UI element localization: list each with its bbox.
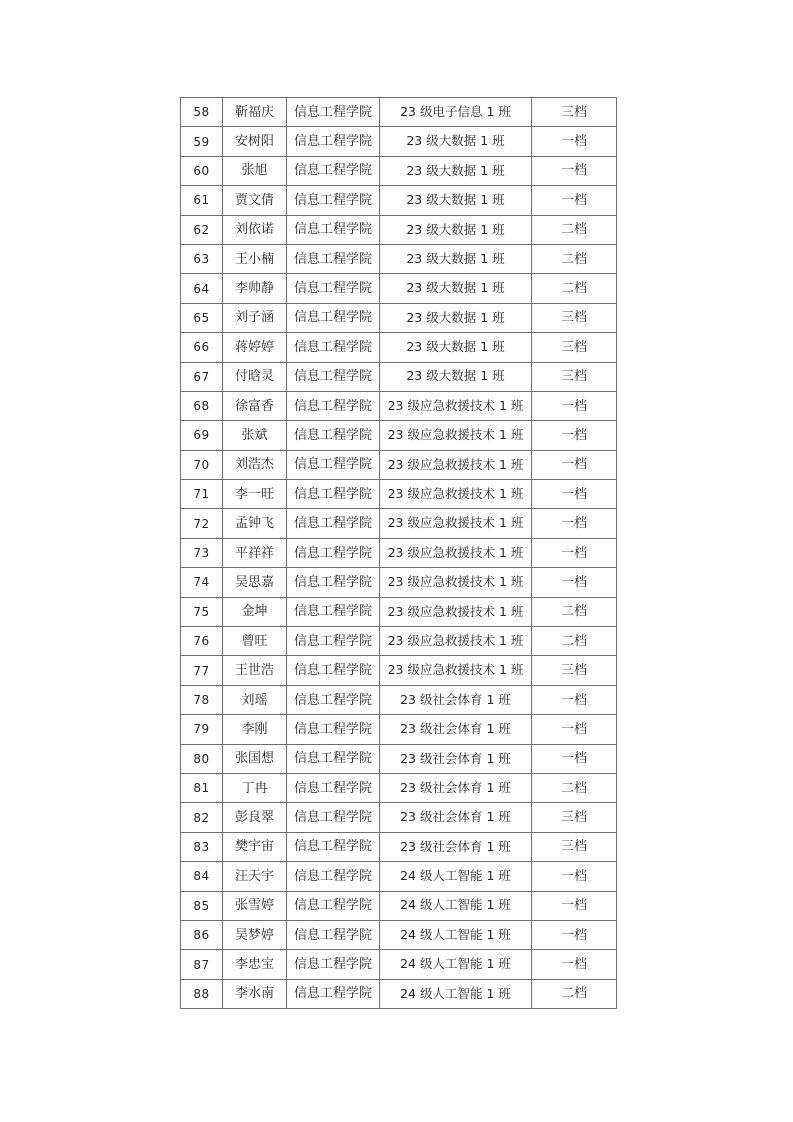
- cell-row-number: 80: [181, 744, 223, 773]
- cell-tier: 一档: [532, 685, 617, 714]
- cell-college: 信息工程学院: [287, 744, 380, 773]
- cell-college: 信息工程学院: [287, 509, 380, 538]
- cell-student-name: 贾文倩: [223, 186, 287, 215]
- cell-class: 23 级大数据 1 班: [380, 362, 532, 391]
- cell-tier: 一档: [532, 421, 617, 450]
- cell-row-number: 59: [181, 127, 223, 156]
- cell-tier: 一档: [532, 450, 617, 479]
- cell-row-number: 58: [181, 98, 223, 127]
- cell-row-number: 85: [181, 891, 223, 920]
- cell-class: 23 级大数据 1 班: [380, 127, 532, 156]
- cell-row-number: 73: [181, 538, 223, 567]
- cell-college: 信息工程学院: [287, 627, 380, 656]
- cell-college: 信息工程学院: [287, 891, 380, 920]
- cell-row-number: 68: [181, 391, 223, 420]
- cell-class: 23 级大数据 1 班: [380, 156, 532, 185]
- cell-tier: 二档: [532, 773, 617, 802]
- cell-class: 24 级人工智能 1 班: [380, 950, 532, 979]
- cell-tier: 二档: [532, 627, 617, 656]
- cell-tier: 二档: [532, 244, 617, 273]
- cell-row-number: 83: [181, 832, 223, 861]
- cell-class: 23 级应急救援技术 1 班: [380, 597, 532, 626]
- cell-tier: 一档: [532, 480, 617, 509]
- cell-student-name: 李刚: [223, 715, 287, 744]
- cell-class: 23 级大数据 1 班: [380, 274, 532, 303]
- table-row: [181, 156, 617, 185]
- cell-college: 信息工程学院: [287, 98, 380, 127]
- cell-student-name: 汪天宇: [223, 862, 287, 891]
- cell-class: 23 级社会体育 1 班: [380, 744, 532, 773]
- cell-tier: 一档: [532, 127, 617, 156]
- cell-student-name: 平祥祥: [223, 538, 287, 567]
- table-row: [181, 215, 617, 244]
- cell-college: 信息工程学院: [287, 950, 380, 979]
- cell-college: 信息工程学院: [287, 803, 380, 832]
- table-row: [181, 480, 617, 509]
- cell-tier: 一档: [532, 744, 617, 773]
- cell-student-name: 李一旺: [223, 480, 287, 509]
- cell-student-name: 张国想: [223, 744, 287, 773]
- table-row: [181, 656, 617, 685]
- cell-row-number: 67: [181, 362, 223, 391]
- cell-student-name: 彭良翠: [223, 803, 287, 832]
- table-row: [181, 950, 617, 979]
- cell-class: 24 级人工智能 1 班: [380, 862, 532, 891]
- cell-college: 信息工程学院: [287, 568, 380, 597]
- cell-student-name: 蒋婷婷: [223, 333, 287, 362]
- table-row: [181, 450, 617, 479]
- cell-student-name: 王世浩: [223, 656, 287, 685]
- table-row: [181, 362, 617, 391]
- cell-student-name: 张斌: [223, 421, 287, 450]
- cell-college: 信息工程学院: [287, 685, 380, 714]
- cell-row-number: 78: [181, 685, 223, 714]
- table-row: [181, 715, 617, 744]
- cell-row-number: 87: [181, 950, 223, 979]
- cell-college: 信息工程学院: [287, 920, 380, 949]
- table-row: [181, 186, 617, 215]
- table-row: [181, 568, 617, 597]
- cell-college: 信息工程学院: [287, 244, 380, 273]
- cell-college: 信息工程学院: [287, 715, 380, 744]
- table-row: [181, 274, 617, 303]
- table-row: [181, 421, 617, 450]
- table-row: [181, 832, 617, 861]
- cell-student-name: 张旭: [223, 156, 287, 185]
- cell-class: 23 级应急救援技术 1 班: [380, 391, 532, 420]
- cell-class: 23 级社会体育 1 班: [380, 773, 532, 802]
- cell-tier: 一档: [532, 186, 617, 215]
- cell-row-number: 77: [181, 656, 223, 685]
- cell-row-number: 60: [181, 156, 223, 185]
- cell-student-name: 李帅静: [223, 274, 287, 303]
- table-row: [181, 333, 617, 362]
- cell-row-number: 79: [181, 715, 223, 744]
- cell-class: 23 级社会体育 1 班: [380, 685, 532, 714]
- cell-class: 23 级电子信息 1 班: [380, 98, 532, 127]
- cell-student-name: 丁冉: [223, 773, 287, 802]
- cell-student-name: 金坤: [223, 597, 287, 626]
- cell-row-number: 65: [181, 303, 223, 332]
- cell-row-number: 64: [181, 274, 223, 303]
- cell-student-name: 刘瑶: [223, 685, 287, 714]
- cell-college: 信息工程学院: [287, 450, 380, 479]
- cell-row-number: 88: [181, 979, 223, 1008]
- cell-row-number: 86: [181, 920, 223, 949]
- cell-student-name: 吴思嘉: [223, 568, 287, 597]
- cell-student-name: 刘子涵: [223, 303, 287, 332]
- cell-class: 23 级应急救援技术 1 班: [380, 656, 532, 685]
- cell-class: 23 级应急救援技术 1 班: [380, 450, 532, 479]
- cell-student-name: 徐富香: [223, 391, 287, 420]
- table-row: [181, 244, 617, 273]
- cell-row-number: 62: [181, 215, 223, 244]
- cell-tier: 二档: [532, 979, 617, 1008]
- cell-tier: 一档: [532, 891, 617, 920]
- cell-college: 信息工程学院: [287, 186, 380, 215]
- cell-student-name: 安树阳: [223, 127, 287, 156]
- cell-college: 信息工程学院: [287, 303, 380, 332]
- table-row: [181, 920, 617, 949]
- table-row: [181, 391, 617, 420]
- cell-student-name: 樊宇宙: [223, 832, 287, 861]
- cell-college: 信息工程学院: [287, 391, 380, 420]
- cell-tier: 三档: [532, 303, 617, 332]
- table-row: [181, 891, 617, 920]
- cell-row-number: 84: [181, 862, 223, 891]
- cell-tier: 一档: [532, 920, 617, 949]
- cell-class: 23 级应急救援技术 1 班: [380, 627, 532, 656]
- table-row: [181, 979, 617, 1008]
- cell-student-name: 孟钟飞: [223, 509, 287, 538]
- cell-tier: 一档: [532, 538, 617, 567]
- table-row: [181, 744, 617, 773]
- cell-class: 23 级应急救援技术 1 班: [380, 480, 532, 509]
- cell-college: 信息工程学院: [287, 656, 380, 685]
- cell-tier: 一档: [532, 156, 617, 185]
- cell-class: 24 级人工智能 1 班: [380, 979, 532, 1008]
- cell-student-name: 付晗灵: [223, 362, 287, 391]
- cell-row-number: 82: [181, 803, 223, 832]
- table-row: [181, 627, 617, 656]
- cell-tier: 二档: [532, 274, 617, 303]
- cell-tier: 二档: [532, 597, 617, 626]
- table-row: [181, 803, 617, 832]
- cell-tier: 三档: [532, 333, 617, 362]
- cell-class: 23 级大数据 1 班: [380, 333, 532, 362]
- cell-college: 信息工程学院: [287, 215, 380, 244]
- cell-row-number: 66: [181, 333, 223, 362]
- table-row: [181, 127, 617, 156]
- cell-row-number: 71: [181, 480, 223, 509]
- cell-college: 信息工程学院: [287, 832, 380, 861]
- cell-class: 23 级大数据 1 班: [380, 186, 532, 215]
- cell-class: 23 级应急救援技术 1 班: [380, 421, 532, 450]
- table-row: [181, 538, 617, 567]
- cell-tier: 一档: [532, 715, 617, 744]
- cell-college: 信息工程学院: [287, 421, 380, 450]
- table-row: [181, 685, 617, 714]
- cell-tier: 一档: [532, 509, 617, 538]
- cell-tier: 三档: [532, 98, 617, 127]
- cell-college: 信息工程学院: [287, 362, 380, 391]
- cell-tier: 三档: [532, 803, 617, 832]
- cell-class: 23 级社会体育 1 班: [380, 832, 532, 861]
- cell-tier: 三档: [532, 362, 617, 391]
- cell-tier: 一档: [532, 862, 617, 891]
- cell-student-name: 吴梦婷: [223, 920, 287, 949]
- cell-college: 信息工程学院: [287, 156, 380, 185]
- cell-tier: 二档: [532, 215, 617, 244]
- cell-tier: 一档: [532, 568, 617, 597]
- cell-row-number: 81: [181, 773, 223, 802]
- cell-college: 信息工程学院: [287, 538, 380, 567]
- cell-class: 23 级大数据 1 班: [380, 215, 532, 244]
- cell-row-number: 74: [181, 568, 223, 597]
- cell-student-name: 刘浩杰: [223, 450, 287, 479]
- cell-class: 24 级人工智能 1 班: [380, 920, 532, 949]
- cell-student-name: 靳福庆: [223, 98, 287, 127]
- table-row: [181, 862, 617, 891]
- cell-college: 信息工程学院: [287, 333, 380, 362]
- cell-class: 23 级社会体育 1 班: [380, 715, 532, 744]
- cell-student-name: 王小楠: [223, 244, 287, 273]
- cell-college: 信息工程学院: [287, 773, 380, 802]
- cell-row-number: 63: [181, 244, 223, 273]
- table-row: [181, 303, 617, 332]
- table-row: [181, 98, 617, 127]
- student-tier-table: [180, 97, 617, 1009]
- cell-row-number: 61: [181, 186, 223, 215]
- cell-college: 信息工程学院: [287, 127, 380, 156]
- cell-row-number: 76: [181, 627, 223, 656]
- cell-tier: 一档: [532, 391, 617, 420]
- cell-row-number: 72: [181, 509, 223, 538]
- cell-student-name: 张雪婷: [223, 891, 287, 920]
- cell-college: 信息工程学院: [287, 480, 380, 509]
- cell-class: 23 级大数据 1 班: [380, 244, 532, 273]
- cell-student-name: 刘依诺: [223, 215, 287, 244]
- cell-row-number: 70: [181, 450, 223, 479]
- cell-college: 信息工程学院: [287, 597, 380, 626]
- cell-class: 23 级应急救援技术 1 班: [380, 538, 532, 567]
- table-row: [181, 597, 617, 626]
- cell-tier: 三档: [532, 832, 617, 861]
- cell-class: 23 级大数据 1 班: [380, 303, 532, 332]
- table-row: [181, 509, 617, 538]
- cell-college: 信息工程学院: [287, 979, 380, 1008]
- cell-class: 23 级应急救援技术 1 班: [380, 509, 532, 538]
- cell-tier: 三档: [532, 656, 617, 685]
- cell-class: 24 级人工智能 1 班: [380, 891, 532, 920]
- cell-row-number: 75: [181, 597, 223, 626]
- cell-student-name: 曾旺: [223, 627, 287, 656]
- cell-tier: 一档: [532, 950, 617, 979]
- cell-row-number: 69: [181, 421, 223, 450]
- cell-class: 23 级应急救援技术 1 班: [380, 568, 532, 597]
- cell-college: 信息工程学院: [287, 862, 380, 891]
- table-row: [181, 773, 617, 802]
- cell-student-name: 李忠宝: [223, 950, 287, 979]
- cell-class: 23 级社会体育 1 班: [380, 803, 532, 832]
- cell-student-name: 李水南: [223, 979, 287, 1008]
- table-body: [181, 98, 617, 1009]
- cell-college: 信息工程学院: [287, 274, 380, 303]
